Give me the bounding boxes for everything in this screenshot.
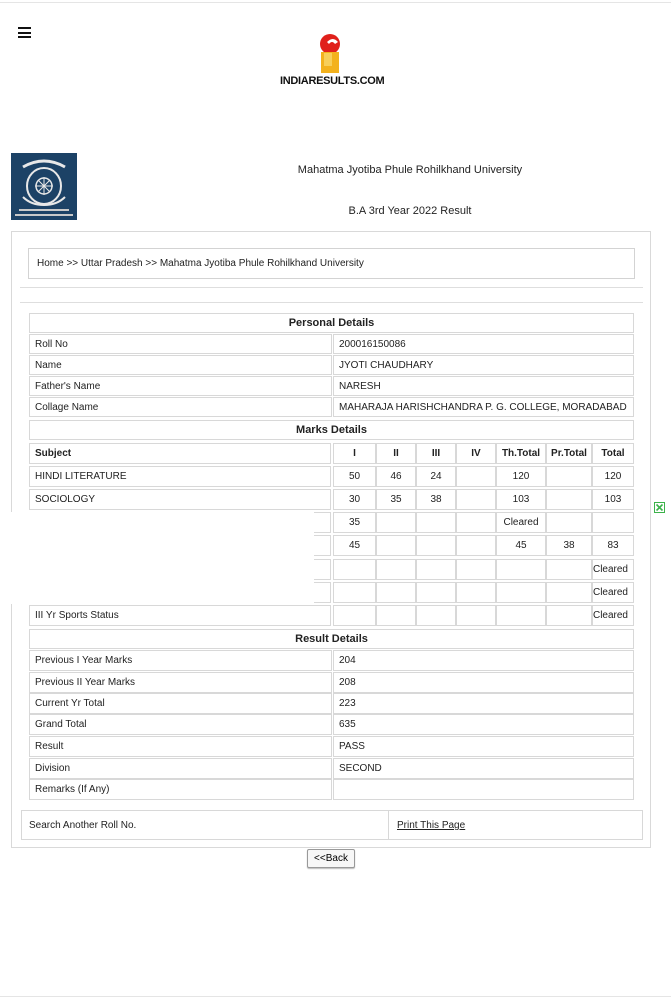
subject-name: HINDI LITERATURE <box>29 466 331 487</box>
marks-value: 103 <box>592 489 634 510</box>
marks-value: 103 <box>496 489 546 510</box>
marks-value <box>496 582 546 603</box>
marks-value: 38 <box>416 489 456 510</box>
marks-details-heading: Marks Details <box>29 420 634 440</box>
result-label: Remarks (If Any) <box>29 779 332 800</box>
marks-value <box>456 605 496 626</box>
marks-column-header: Pr.Total <box>546 443 592 464</box>
marks-value <box>456 466 496 487</box>
personal-value: MAHARAJA HARISHCHANDRA P. G. COLLEGE, MORADABAD <box>333 397 634 417</box>
print-cell <box>388 810 643 840</box>
marks-column-header: I <box>333 443 376 464</box>
subject-name: III Yr Sports Status <box>29 605 331 626</box>
marks-value <box>456 512 496 533</box>
marks-value: 35 <box>376 489 416 510</box>
marks-value <box>376 535 416 556</box>
result-label: Previous II Year Marks <box>29 672 332 693</box>
result-value: 208 <box>333 672 634 693</box>
result-label: Result <box>29 736 332 757</box>
marks-value <box>376 512 416 533</box>
marks-value <box>333 582 376 603</box>
marks-value <box>416 535 456 556</box>
marks-value <box>333 559 376 580</box>
marks-value: 30 <box>333 489 376 510</box>
divider <box>20 302 643 303</box>
marks-value: 120 <box>592 466 634 487</box>
result-label: Previous I Year Marks <box>29 650 332 671</box>
back-button[interactable]: <<Back <box>307 849 355 868</box>
subject-name: SOCIOLOGY <box>29 489 331 510</box>
result-value: 204 <box>333 650 634 671</box>
result-value: 223 <box>333 693 634 714</box>
marks-value <box>592 512 634 533</box>
personal-label: Name <box>29 355 332 375</box>
breadcrumb[interactable]: Home >> Uttar Pradesh >> Mahatma Jyotiba Phule Rohilkhand University <box>28 248 635 279</box>
site-logo[interactable] <box>280 33 384 89</box>
menu-icon[interactable] <box>18 27 31 38</box>
marks-value: 35 <box>333 512 376 533</box>
personal-value: JYOTI CHAUDHARY <box>333 355 634 375</box>
marks-column-header: II <box>376 443 416 464</box>
marks-value <box>456 535 496 556</box>
marks-value: Cleared <box>496 512 546 533</box>
personal-details-heading: Personal Details <box>29 313 634 333</box>
marks-value: 46 <box>376 466 416 487</box>
marks-column-header: III <box>416 443 456 464</box>
marks-value <box>546 512 592 533</box>
result-value <box>333 779 634 800</box>
personal-label: Roll No <box>29 334 332 354</box>
marks-column-header: Total <box>592 443 634 464</box>
result-value: 635 <box>333 714 634 735</box>
divider <box>20 287 643 288</box>
marks-column-header: Th.Total <box>496 443 546 464</box>
marks-value <box>456 559 496 580</box>
marks-column-header: IV <box>456 443 496 464</box>
top-divider <box>0 2 671 3</box>
marks-column-header: Subject <box>29 443 331 464</box>
result-title: B.A 3rd Year 2022 Result <box>348 205 472 217</box>
logo-text: INDIARESULTS.COM <box>280 75 385 87</box>
marks-value <box>376 559 416 580</box>
marks-value <box>546 559 592 580</box>
marks-value <box>456 582 496 603</box>
personal-label: Father's Name <box>29 376 332 396</box>
personal-value: 200016150086 <box>333 334 634 354</box>
marks-value <box>376 605 416 626</box>
result-label: Division <box>29 758 332 779</box>
personal-label: Collage Name <box>29 397 332 417</box>
overlay-blank <box>0 512 314 604</box>
result-value: PASS <box>333 736 634 757</box>
result-details-heading: Result Details <box>29 629 634 649</box>
marks-value <box>496 605 546 626</box>
marks-value <box>546 605 592 626</box>
marks-value: 50 <box>333 466 376 487</box>
university-emblem-icon <box>11 153 77 220</box>
result-value: SECOND <box>333 758 634 779</box>
marks-value <box>546 466 592 487</box>
marks-value: 24 <box>416 466 456 487</box>
bottom-divider <box>0 996 671 997</box>
marks-value <box>416 582 456 603</box>
university-name: Mahatma Jyotiba Phule Rohilkhand University <box>297 164 523 176</box>
marks-value: Cleared <box>592 559 634 580</box>
marks-value <box>416 605 456 626</box>
marks-value <box>546 582 592 603</box>
print-this-page-link[interactable]: Print This Page <box>397 819 466 831</box>
result-label: Grand Total <box>29 714 332 735</box>
marks-value <box>376 582 416 603</box>
marks-value <box>456 489 496 510</box>
marks-value: 83 <box>592 535 634 556</box>
personal-value: NARESH <box>333 376 634 396</box>
logo-mark-icon <box>280 33 384 75</box>
marks-value <box>333 605 376 626</box>
result-label: Current Yr Total <box>29 693 332 714</box>
marks-value: Cleared <box>592 605 634 626</box>
marks-value: 120 <box>496 466 546 487</box>
marks-value <box>546 489 592 510</box>
close-icon[interactable] <box>654 502 665 513</box>
marks-value: 45 <box>496 535 546 556</box>
university-seal <box>11 153 77 220</box>
marks-value <box>416 512 456 533</box>
marks-value: 38 <box>546 535 592 556</box>
search-label: Search Another Roll No. <box>29 819 137 831</box>
marks-value: 45 <box>333 535 376 556</box>
marks-value: Cleared <box>592 582 634 603</box>
marks-value <box>416 559 456 580</box>
marks-value <box>496 559 546 580</box>
search-another-roll-no <box>21 810 388 840</box>
